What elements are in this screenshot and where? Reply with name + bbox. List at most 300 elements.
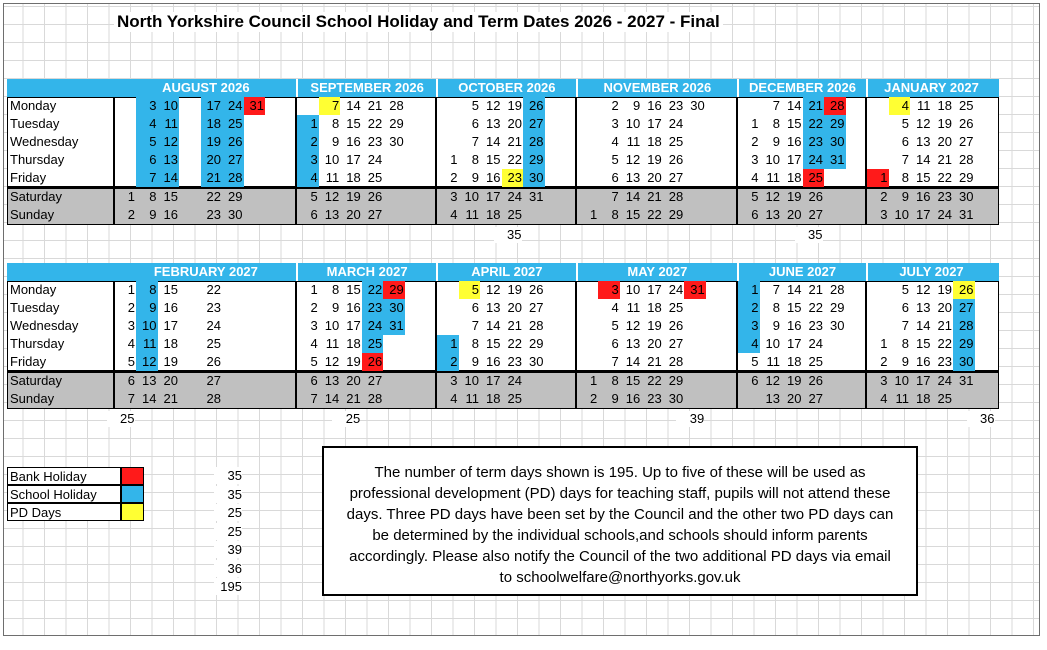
date-cell: 9 <box>901 354 909 369</box>
date-cell: 29 <box>389 116 404 131</box>
school-holiday-cell: 12 <box>158 133 180 151</box>
date-cell: 28 <box>529 318 544 333</box>
date-cell: 9 <box>901 189 909 204</box>
date-cell: 21 <box>647 354 662 369</box>
date-cell: 13 <box>142 373 157 388</box>
date-cell: 29 <box>959 170 974 185</box>
date-cell: 20 <box>346 207 361 222</box>
school-holiday-cell: 26 <box>523 97 545 115</box>
month-term-day-count: 39 <box>676 411 704 427</box>
date-cell: 9 <box>149 207 157 222</box>
date-cell: 22 <box>808 300 823 315</box>
bank-holiday-cell: 31 <box>684 281 706 299</box>
date-cell: 8 <box>471 152 479 167</box>
date-cell: 29 <box>668 373 684 388</box>
date-cell: 5 <box>611 152 619 167</box>
weekday-label: Friday <box>10 354 47 369</box>
school-holiday-cell: 22 <box>803 115 825 133</box>
date-cell: 19 <box>787 189 802 204</box>
school-holiday-cell: 3 <box>136 97 158 115</box>
date-cell: 3 <box>127 318 135 333</box>
date-cell: 26 <box>808 373 823 388</box>
date-cell: 18 <box>916 391 931 406</box>
bank-holiday-cell: 1 <box>867 169 889 187</box>
date-cell: 21 <box>367 98 383 113</box>
bank-holiday-cell: 28 <box>824 97 846 115</box>
date-cell: 22 <box>937 170 952 185</box>
bank-holiday-cell: 3 <box>598 281 620 299</box>
date-cell: 11 <box>766 354 780 369</box>
date-cell: 12 <box>916 282 931 297</box>
month-header: MAY 2027 <box>627 264 688 279</box>
date-cell: 6 <box>751 207 759 222</box>
date-cell: 14 <box>787 282 802 297</box>
school-holiday-cell: 10 <box>158 97 180 115</box>
school-holiday-cell: 7 <box>136 169 158 187</box>
bank-holiday-cell: 25 <box>803 169 825 187</box>
school-holiday-cell: 29 <box>824 115 846 133</box>
school-holiday-cell: 4 <box>297 169 319 187</box>
date-cell: 20 <box>507 300 522 315</box>
weekday-label: Friday <box>10 170 47 185</box>
date-cell: 10 <box>894 373 909 388</box>
legend-swatch <box>121 467 144 485</box>
date-cell: 25 <box>367 170 383 185</box>
school-holiday-cell: 30 <box>523 169 545 187</box>
date-cell: 13 <box>765 207 780 222</box>
date-cell: 16 <box>916 354 931 369</box>
date-cell: 15 <box>787 116 802 131</box>
date-cell: 28 <box>830 282 845 297</box>
date-cell: 31 <box>959 207 974 222</box>
month-header: FEBRUARY 2027 <box>153 264 258 279</box>
date-cell: 5 <box>611 318 619 333</box>
date-cell: 4 <box>611 134 619 149</box>
weekday-label: Monday <box>10 282 57 297</box>
date-cell: 2 <box>590 391 598 406</box>
date-cell: 16 <box>787 134 802 149</box>
date-cell: 4 <box>450 391 458 406</box>
pd-day-cell: 7 <box>319 97 341 115</box>
month-header: JANUARY 2027 <box>884 80 979 95</box>
pd-day-cell: 26 <box>953 281 975 299</box>
term-total: 39 <box>214 541 242 558</box>
date-cell: 25 <box>206 336 221 351</box>
date-cell: 25 <box>668 134 684 149</box>
date-cell: 16 <box>346 300 361 315</box>
school-holiday-cell: 6 <box>136 151 158 169</box>
date-cell: 27 <box>367 207 383 222</box>
date-cell: 30 <box>389 134 404 149</box>
date-cell: 22 <box>367 116 383 131</box>
date-cell: 10 <box>324 318 340 333</box>
date-cell: 27 <box>529 300 544 315</box>
date-cell: 30 <box>959 189 974 204</box>
date-cell: 4 <box>310 336 318 351</box>
date-cell: 30 <box>830 318 845 333</box>
date-cell: 9 <box>772 134 780 149</box>
date-cell: 3 <box>751 152 759 167</box>
date-cell: 18 <box>647 134 662 149</box>
date-cell: 22 <box>507 152 522 167</box>
date-cell: 16 <box>346 134 361 149</box>
date-cell: 6 <box>611 336 619 351</box>
term-block-autumn <box>7 79 999 242</box>
date-cell: 18 <box>787 170 802 185</box>
date-cell: 5 <box>901 116 909 131</box>
school-holiday-cell: 23 <box>803 133 825 151</box>
date-cell: 26 <box>808 189 823 204</box>
date-cell: 26 <box>668 152 684 167</box>
date-cell: 14 <box>486 318 501 333</box>
date-cell: 7 <box>772 98 780 113</box>
school-holiday-cell: 30 <box>824 133 846 151</box>
date-cell: 11 <box>325 170 340 185</box>
weekday-label: Wednesday <box>10 318 79 333</box>
date-cell: 6 <box>901 134 909 149</box>
term-total: 35 <box>214 467 242 484</box>
school-holiday-cell: 1 <box>297 115 319 133</box>
date-cell: 20 <box>647 170 662 185</box>
date-cell: 28 <box>668 354 684 369</box>
date-cell: 2 <box>127 300 135 315</box>
date-cell: 7 <box>901 152 909 167</box>
date-cell: 7 <box>772 282 780 297</box>
date-cell: 17 <box>787 336 802 351</box>
grand-total: 195 <box>214 578 242 595</box>
date-cell: 20 <box>787 207 802 222</box>
school-holiday-cell: 29 <box>953 335 975 353</box>
date-cell: 7 <box>611 354 619 369</box>
date-cell: 3 <box>880 207 888 222</box>
date-cell: 15 <box>625 207 641 222</box>
school-holiday-cell: 2 <box>437 353 459 371</box>
date-cell: 3 <box>310 318 318 333</box>
date-cell: 17 <box>486 189 501 204</box>
date-cell: 19 <box>787 373 802 388</box>
date-cell: 11 <box>325 336 340 351</box>
date-cell: 12 <box>765 373 780 388</box>
date-cell: 19 <box>937 282 952 297</box>
date-cell: 13 <box>324 373 340 388</box>
school-holiday-cell: 11 <box>158 115 180 133</box>
school-holiday-cell: 31 <box>824 151 846 169</box>
date-cell: 2 <box>310 300 318 315</box>
date-cell: 25 <box>668 300 684 315</box>
date-cell: 23 <box>507 354 522 369</box>
date-cell: 11 <box>895 391 909 406</box>
date-cell: 24 <box>507 189 522 204</box>
date-cell: 8 <box>901 336 909 351</box>
date-cell: 9 <box>332 134 340 149</box>
school-holiday-cell: 2 <box>738 299 760 317</box>
date-cell: 6 <box>611 170 619 185</box>
month-term-day-count: 25 <box>107 411 135 427</box>
date-cell: 25 <box>507 391 522 406</box>
page-title: North Yorkshire Council School Holiday and Term Dates 2026 - 2027 - Final <box>114 12 723 32</box>
pd-day-cell: 23 <box>502 169 524 187</box>
date-cell: 17 <box>163 318 178 333</box>
school-holiday-cell: 24 <box>803 151 825 169</box>
date-cell: 6 <box>127 373 135 388</box>
date-cell: 19 <box>346 354 361 369</box>
month-header: APRIL 2027 <box>471 264 543 279</box>
date-cell: 26 <box>206 354 221 369</box>
date-cell: 16 <box>647 98 662 113</box>
date-cell: 30 <box>529 354 544 369</box>
date-cell: 2 <box>450 170 458 185</box>
date-cell: 27 <box>206 373 221 388</box>
date-cell: 24 <box>808 336 823 351</box>
date-cell: 6 <box>471 300 479 315</box>
date-cell: 9 <box>471 354 479 369</box>
weekday-label: Thursday <box>10 152 65 167</box>
date-cell: 17 <box>787 152 802 167</box>
date-cell: 25 <box>808 354 823 369</box>
spreadsheet <box>3 3 1040 636</box>
term-total: 25 <box>214 523 242 540</box>
date-cell: 30 <box>668 391 684 406</box>
date-cell: 13 <box>625 170 641 185</box>
school-holiday-cell: 3 <box>738 317 760 335</box>
date-cell: 12 <box>486 98 501 113</box>
date-cell: 4 <box>450 207 458 222</box>
date-cell: 9 <box>471 170 479 185</box>
date-cell: 14 <box>486 134 501 149</box>
weekday-label: Monday <box>10 98 57 113</box>
pd-day-cell: 5 <box>459 281 481 299</box>
month-header: JUNE 2027 <box>768 264 837 279</box>
weekday-label: Wednesday <box>10 134 79 149</box>
date-cell: 22 <box>647 207 662 222</box>
date-cell: 23 <box>668 98 684 113</box>
date-cell: 18 <box>647 300 662 315</box>
school-holiday-cell: 9 <box>136 299 158 317</box>
date-cell: 27 <box>668 336 684 351</box>
school-holiday-cell: 28 <box>222 169 244 187</box>
legend-item <box>7 503 144 521</box>
school-holiday-cell: 27 <box>523 115 545 133</box>
date-cell: 27 <box>959 134 974 149</box>
date-cell: 8 <box>611 373 619 388</box>
date-cell: 10 <box>765 152 780 167</box>
date-cell: 16 <box>787 318 802 333</box>
date-cell: 18 <box>163 336 178 351</box>
month-header: JULY 2027 <box>899 264 964 279</box>
date-cell: 10 <box>765 336 780 351</box>
date-cell: 7 <box>611 189 619 204</box>
legend-label: Bank Holiday <box>7 467 121 485</box>
date-cell: 5 <box>751 354 759 369</box>
date-cell: 25 <box>959 98 974 113</box>
date-cell: 1 <box>450 152 458 167</box>
school-holiday-cell: 30 <box>953 353 975 371</box>
date-cell: 23 <box>937 189 952 204</box>
date-cell: 1 <box>880 336 888 351</box>
date-cell: 15 <box>163 189 178 204</box>
date-cell: 26 <box>959 116 974 131</box>
date-cell: 13 <box>324 207 340 222</box>
date-cell: 11 <box>626 300 641 315</box>
date-cell: 14 <box>142 391 157 406</box>
date-cell: 4 <box>880 391 888 406</box>
date-cell: 1 <box>127 282 135 297</box>
date-cell: 19 <box>507 98 522 113</box>
date-cell: 28 <box>367 391 383 406</box>
date-cell: 15 <box>625 373 641 388</box>
date-cell: 25 <box>507 207 522 222</box>
date-cell: 14 <box>916 152 931 167</box>
date-cell: 3 <box>611 116 619 131</box>
school-holiday-cell: 27 <box>953 299 975 317</box>
date-cell: 23 <box>647 391 662 406</box>
date-cell: 13 <box>486 300 501 315</box>
date-cell: 21 <box>346 391 361 406</box>
date-cell: 8 <box>332 116 340 131</box>
legend-label: PD Days <box>7 503 121 521</box>
weekday-label: Sunday <box>10 207 55 222</box>
date-cell: 26 <box>367 189 383 204</box>
date-cell: 12 <box>916 116 931 131</box>
date-cell: 17 <box>647 282 662 297</box>
weekday-label: Tuesday <box>10 300 60 315</box>
date-cell: 16 <box>163 300 178 315</box>
date-cell: 17 <box>916 207 931 222</box>
date-cell: 16 <box>486 354 501 369</box>
school-holiday-cell: 21 <box>803 97 825 115</box>
school-holiday-cell: 2 <box>297 133 319 151</box>
date-cell: 4 <box>751 170 759 185</box>
date-cell: 3 <box>450 189 458 204</box>
school-holiday-cell: 25 <box>222 115 244 133</box>
date-cell: 13 <box>916 134 931 149</box>
school-holiday-cell: 29 <box>523 151 545 169</box>
bank-holiday-cell: 26 <box>362 353 384 371</box>
date-cell: 14 <box>324 391 340 406</box>
school-holiday-cell: 24 <box>222 97 244 115</box>
date-cell: 23 <box>206 207 221 222</box>
date-cell: 13 <box>765 391 780 406</box>
date-cell: 12 <box>765 189 780 204</box>
date-cell: 3 <box>880 373 888 388</box>
date-cell: 21 <box>937 152 952 167</box>
date-cell: 23 <box>367 134 383 149</box>
date-cell: 20 <box>647 336 662 351</box>
date-cell: 20 <box>163 373 178 388</box>
school-holiday-cell: 12 <box>136 353 158 371</box>
date-cell: 30 <box>690 98 705 113</box>
date-cell: 27 <box>367 373 383 388</box>
school-holiday-cell: 18 <box>201 115 223 133</box>
date-cell: 21 <box>507 134 522 149</box>
date-cell: 19 <box>647 318 662 333</box>
date-cell: 27 <box>668 170 684 185</box>
date-cell: 2 <box>751 134 759 149</box>
month-header: OCTOBER 2026 <box>458 80 556 95</box>
date-cell: 18 <box>486 207 501 222</box>
date-cell: 8 <box>149 189 157 204</box>
date-cell: 24 <box>668 116 684 131</box>
date-cell: 28 <box>959 152 974 167</box>
month-header: NOVEMBER 2026 <box>603 80 712 95</box>
date-cell: 4 <box>127 336 135 351</box>
date-cell: 26 <box>529 282 544 297</box>
date-cell: 29 <box>228 189 243 204</box>
date-cell: 19 <box>163 354 178 369</box>
date-cell: 9 <box>611 391 619 406</box>
date-cell: 15 <box>916 336 931 351</box>
date-cell: 17 <box>486 373 501 388</box>
date-cell: 27 <box>808 391 823 406</box>
date-cell: 14 <box>346 98 361 113</box>
school-holiday-cell: 17 <box>201 97 223 115</box>
date-cell: 8 <box>611 207 619 222</box>
date-cell: 28 <box>668 189 684 204</box>
date-cell: 8 <box>772 300 780 315</box>
date-cell: 31 <box>959 373 974 388</box>
date-cell: 24 <box>507 373 522 388</box>
date-cell: 18 <box>787 354 802 369</box>
date-cell: 23 <box>937 354 952 369</box>
date-cell: 12 <box>625 318 641 333</box>
date-cell: 6 <box>310 207 318 222</box>
date-cell: 12 <box>324 354 340 369</box>
date-cell: 7 <box>310 391 318 406</box>
school-holiday-cell: 11 <box>136 335 158 353</box>
school-holiday-cell: 20 <box>201 151 223 169</box>
date-cell: 9 <box>332 300 340 315</box>
date-cell: 13 <box>916 300 931 315</box>
date-cell: 8 <box>772 116 780 131</box>
school-holiday-cell: 19 <box>201 133 223 151</box>
school-holiday-cell: 10 <box>136 317 158 335</box>
date-cell: 4 <box>611 300 619 315</box>
school-holiday-cell: 30 <box>383 299 405 317</box>
date-cell: 24 <box>668 282 684 297</box>
bank-holiday-cell: 31 <box>244 97 266 115</box>
date-cell: 9 <box>772 318 780 333</box>
date-cell: 10 <box>464 373 479 388</box>
date-cell: 12 <box>486 282 501 297</box>
school-holiday-cell: 31 <box>383 317 405 335</box>
date-cell: 5 <box>471 98 479 113</box>
school-holiday-cell: 23 <box>362 299 384 317</box>
date-cell: 7 <box>471 318 479 333</box>
note-box: The number of term days shown is 195. Up to five of these will be used as professional development (PD) days for teaching staff, pupils will not attend these days. Three PD days have been set by the Council and the other two PD days can be determined by the individual schools,and schools should inform parents accordingly. Please also notify the Council of the two additional PD days via email to schoolwelfare@northyorks.gov.uk <box>322 446 918 596</box>
school-holiday-cell: 28 <box>523 133 545 151</box>
weekday-label: Tuesday <box>10 116 60 131</box>
school-holiday-cell: 14 <box>158 169 180 187</box>
date-cell: 12 <box>625 152 641 167</box>
school-holiday-cell: 24 <box>362 317 384 335</box>
date-cell: 26 <box>668 318 684 333</box>
date-cell: 6 <box>310 373 318 388</box>
school-holiday-cell: 27 <box>222 151 244 169</box>
date-cell: 17 <box>916 373 931 388</box>
date-cell: 9 <box>633 98 641 113</box>
date-cell: 2 <box>127 207 135 222</box>
date-cell: 16 <box>916 189 931 204</box>
date-cell: 3 <box>450 373 458 388</box>
date-cell: 11 <box>626 134 641 149</box>
date-cell: 12 <box>324 189 340 204</box>
date-cell: 1 <box>751 116 759 131</box>
date-cell: 29 <box>830 300 845 315</box>
date-cell: 1 <box>127 189 135 204</box>
legend-label: School Holiday <box>7 485 121 503</box>
bank-holiday-cell: 29 <box>383 281 405 299</box>
date-cell: 28 <box>389 98 404 113</box>
